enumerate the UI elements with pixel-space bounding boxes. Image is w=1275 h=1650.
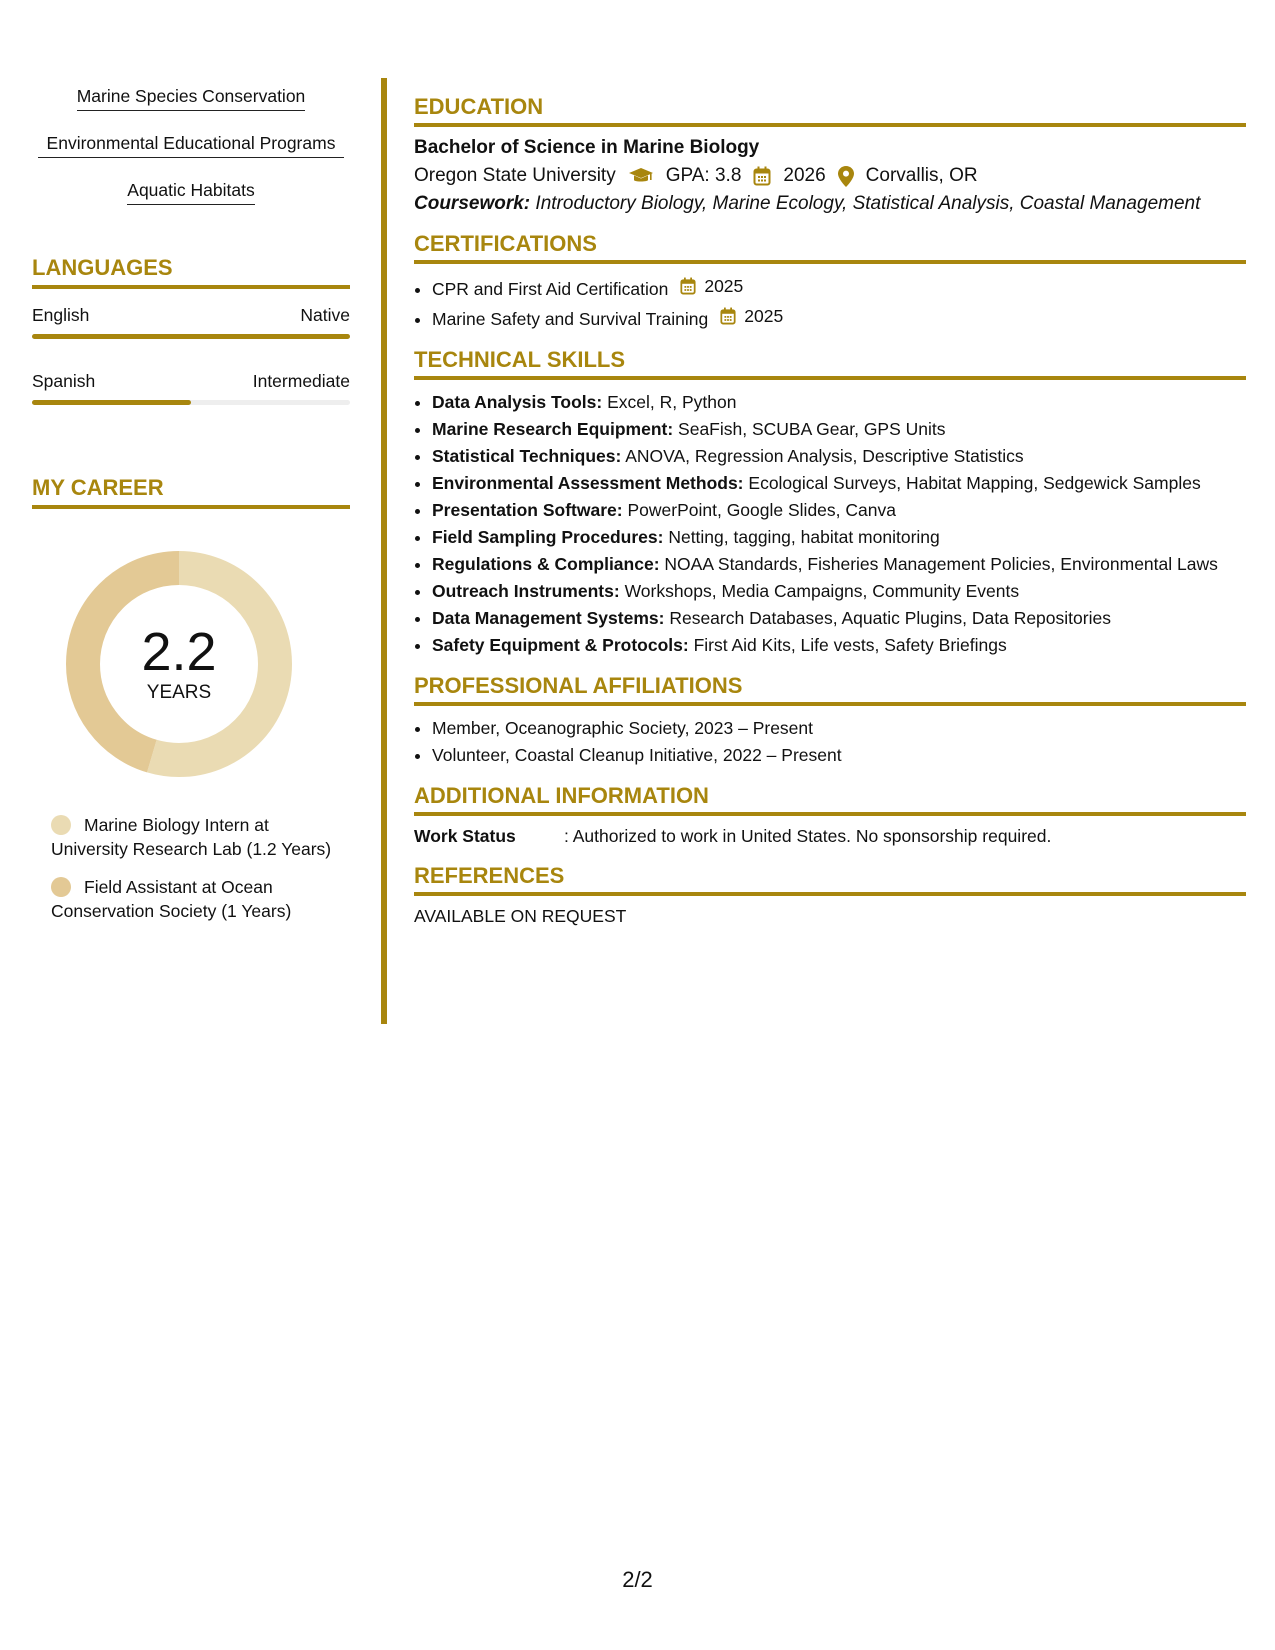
skill-item bbox=[432, 579, 1246, 603]
coursework-label: Coursework: bbox=[414, 193, 531, 214]
skill-label: Safety Equipment & Protocols: bbox=[432, 635, 689, 655]
calendar-icon bbox=[753, 166, 771, 186]
work-status-value: : Authorized to work in United States. No sponsorship required. bbox=[564, 826, 1052, 846]
school-name: Oregon State University bbox=[414, 165, 616, 186]
skill-value: Excel, R, Python bbox=[607, 392, 737, 412]
affiliations-section bbox=[414, 673, 1246, 767]
career-heading: MY CAREER bbox=[32, 475, 350, 509]
references-text: AVAILABLE ON REQUEST bbox=[414, 906, 627, 926]
skill-value: NOAA Standards, Fisheries Management Policies, Environmental Laws bbox=[664, 554, 1218, 574]
left-column bbox=[32, 84, 350, 937]
certification-year: 2025 bbox=[744, 306, 784, 326]
right-column bbox=[414, 94, 1246, 943]
affiliations-list bbox=[414, 716, 1246, 767]
skills-list bbox=[414, 390, 1246, 657]
certification-item bbox=[432, 304, 1246, 331]
skill-label: Outreach Instruments: bbox=[432, 581, 620, 601]
affiliations-heading: PROFESSIONAL AFFILIATIONS bbox=[414, 673, 1246, 706]
skills-section bbox=[414, 347, 1246, 657]
language-name: English bbox=[32, 305, 90, 325]
additional-section bbox=[414, 783, 1246, 847]
certification-year: 2025 bbox=[704, 276, 744, 296]
work-status-row bbox=[414, 826, 1246, 847]
affiliation-item: • Member, Oceanographic Society, 2023 – Present bbox=[432, 716, 1246, 740]
skill-label: Statistical Techniques: bbox=[432, 446, 622, 466]
skill-value: PowerPoint, Google Slides, Canva bbox=[627, 500, 896, 520]
skill-value: First Aid Kits, Life vests, Safety Briefings bbox=[693, 635, 1007, 655]
language-bar-fill bbox=[32, 400, 191, 405]
skill-value: Workshops, Media Campaigns, Community Events bbox=[624, 581, 1020, 601]
language-item bbox=[32, 371, 350, 405]
language-bar bbox=[32, 334, 350, 339]
references-section bbox=[414, 863, 1246, 927]
calendar-icon bbox=[680, 277, 700, 295]
skill-label: Regulations & Compliance: bbox=[432, 554, 660, 574]
education-heading: EDUCATION bbox=[414, 94, 1246, 127]
skill-value: Ecological Surveys, Habitat Mapping, Sedgewick Samples bbox=[748, 473, 1201, 493]
legend-dot bbox=[51, 815, 71, 835]
certification-item bbox=[432, 274, 1246, 301]
page-number: 2/2 bbox=[622, 1567, 653, 1592]
degree-title: Bachelor of Science in Marine Biology bbox=[414, 137, 760, 158]
skills-heading: TECHNICAL SKILLS bbox=[414, 347, 1246, 380]
language-level: Intermediate bbox=[252, 371, 350, 391]
skill-value: Research Databases, Aquatic Plugins, Data Repositories bbox=[669, 608, 1111, 628]
skill-label: Marine Research Equipment: bbox=[432, 419, 674, 439]
certifications-list bbox=[414, 274, 1246, 331]
work-status-label: Work Status bbox=[414, 826, 516, 846]
certification-name: CPR and First Aid Certification bbox=[432, 279, 669, 299]
language-level: Native bbox=[300, 305, 350, 325]
certification-name: Marine Safety and Survival Training bbox=[432, 309, 709, 329]
education-details bbox=[414, 165, 1246, 187]
language-bar-fill bbox=[32, 334, 350, 339]
skill-item bbox=[432, 525, 1246, 549]
language-name: Spanish bbox=[32, 371, 96, 391]
skill-value: SeaFish, SCUBA Gear, GPS Units bbox=[678, 419, 946, 439]
interest-item: Aquatic Habitats bbox=[32, 178, 350, 205]
gpa: GPA: 3.8 bbox=[665, 165, 742, 186]
career-legend-item: Field Assistant at Ocean Conservation Society (1 Years) bbox=[51, 877, 292, 921]
certifications-section bbox=[414, 231, 1246, 331]
skill-label: Field Sampling Procedures: bbox=[432, 527, 664, 547]
affiliation-item: • Volunteer, Coastal Cleanup Initiative, 2022 – Present bbox=[432, 743, 1246, 767]
interest-item: Environmental Educational Programs bbox=[32, 131, 350, 158]
legend-dot bbox=[51, 877, 71, 897]
career-total-unit: YEARS bbox=[146, 682, 212, 703]
career-legend bbox=[51, 813, 341, 923]
skill-item bbox=[432, 498, 1246, 522]
graduation-cap-icon bbox=[628, 167, 654, 185]
career-total-value: 2.2 bbox=[141, 622, 217, 682]
skill-item bbox=[432, 552, 1246, 576]
skill-value: ANOVA, Regression Analysis, Descriptive Statistics bbox=[625, 446, 1024, 466]
location: Corvallis, OR bbox=[865, 165, 978, 186]
skill-item bbox=[432, 390, 1246, 414]
interest-item: Marine Species Conservation bbox=[32, 84, 350, 111]
certifications-heading: CERTIFICATIONS bbox=[414, 231, 1246, 264]
career-legend-item: Marine Biology Intern at University Research Lab (1.2 Years) bbox=[51, 815, 332, 859]
career-donut-chart bbox=[66, 551, 292, 777]
additional-heading: ADDITIONAL INFORMATION bbox=[414, 783, 1246, 816]
skill-label: Presentation Software: bbox=[432, 500, 623, 520]
skill-item bbox=[432, 633, 1246, 657]
education-section bbox=[414, 94, 1246, 215]
calendar-icon bbox=[720, 307, 740, 325]
languages-heading: LANGUAGES bbox=[32, 255, 350, 289]
skill-item bbox=[432, 471, 1246, 495]
skill-item bbox=[432, 444, 1246, 468]
language-item bbox=[32, 305, 350, 339]
map-pin-icon bbox=[838, 166, 854, 187]
references-heading: REFERENCES bbox=[414, 863, 1246, 896]
coursework bbox=[414, 193, 1246, 215]
skill-label: Data Management Systems: bbox=[432, 608, 665, 628]
language-bar bbox=[32, 400, 350, 405]
graduation-year: 2026 bbox=[783, 165, 826, 186]
column-divider bbox=[381, 78, 387, 1024]
skill-item bbox=[432, 417, 1246, 441]
skill-item bbox=[432, 606, 1246, 630]
coursework-list: Introductory Biology, Marine Ecology, Statistical Analysis, Coastal Management bbox=[535, 193, 1201, 214]
skill-value: Netting, tagging, habitat monitoring bbox=[668, 527, 940, 547]
skill-label: Environmental Assessment Methods: bbox=[432, 473, 744, 493]
skill-label: Data Analysis Tools: bbox=[432, 392, 603, 412]
